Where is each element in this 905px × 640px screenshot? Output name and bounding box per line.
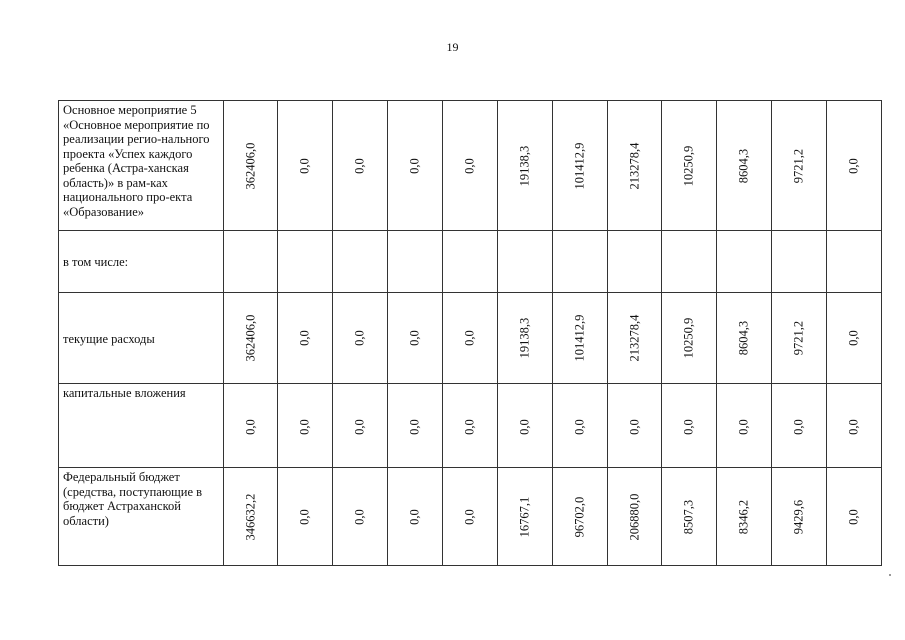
cell-value: 0,0 [352, 330, 367, 346]
cell-value: 362406,0 [243, 314, 258, 362]
value-cell [497, 231, 552, 293]
value-cell [772, 231, 827, 293]
scan-mark [889, 574, 891, 576]
cell-value: 0,0 [297, 330, 312, 346]
cell-value: 0,0 [846, 157, 861, 174]
table-row [59, 384, 882, 468]
value-cell [827, 384, 882, 468]
value-cell [497, 293, 552, 384]
cell-value: 0,0 [846, 508, 861, 525]
cell-value: 0,0 [627, 419, 642, 435]
value-cell [717, 231, 772, 293]
cell-value: 19138,3 [517, 145, 532, 186]
cell-value: 8346,2 [736, 499, 751, 534]
row-label: Основное мероприятие 5 «Основное мероприятие по реализации регио-нального проекта «Успех каждого ребенка (Астра-ханская область)» в рам-ках национального про-екта «Образование» [59, 101, 224, 231]
cell-value: 0,0 [462, 330, 477, 346]
value-cell [223, 101, 278, 231]
cell-value: 0,0 [407, 330, 422, 346]
cell-value: 0,0 [297, 508, 312, 525]
value-cell [607, 384, 662, 468]
value-cell [497, 468, 552, 566]
cell-value: 362406,0 [243, 142, 258, 189]
value-cell [662, 384, 717, 468]
value-cell [333, 231, 388, 293]
value-cell [333, 101, 388, 231]
value-cell [607, 101, 662, 231]
value-cell [388, 231, 443, 293]
value-cell [497, 101, 552, 231]
cell-value: 0,0 [297, 157, 312, 174]
value-cell [827, 293, 882, 384]
cell-value: 0,0 [572, 419, 587, 435]
value-cell [443, 101, 498, 231]
cell-value: 0,0 [462, 419, 477, 435]
value-cell [662, 231, 717, 293]
cell-value: 0,0 [846, 330, 861, 346]
cell-value: 0,0 [352, 419, 367, 435]
value-cell [552, 384, 607, 468]
value-cell [388, 384, 443, 468]
row-label: Федеральный бюджет (средства, поступающие в бюджет Астраханской области) [59, 468, 224, 566]
value-cell [443, 384, 498, 468]
value-cell [223, 231, 278, 293]
cell-value: 9721,2 [791, 148, 806, 183]
budget-table [58, 100, 882, 566]
table-row [59, 231, 882, 293]
cell-value: 0,0 [681, 419, 696, 435]
cell-value: 346632,2 [243, 493, 258, 540]
value-cell [552, 101, 607, 231]
value-cell [717, 468, 772, 566]
cell-value: 101412,9 [572, 142, 587, 189]
value-cell [333, 384, 388, 468]
value-cell [388, 101, 443, 231]
value-cell [607, 231, 662, 293]
cell-value: 16767,1 [517, 496, 532, 537]
row-label: в том числе: [59, 231, 224, 293]
value-cell [223, 293, 278, 384]
value-cell [827, 101, 882, 231]
cell-value: 0,0 [243, 419, 258, 435]
cell-value: 0,0 [791, 419, 806, 435]
cell-value: 0,0 [517, 419, 532, 435]
cell-value: 101412,9 [572, 314, 587, 362]
value-cell [772, 101, 827, 231]
value-cell [443, 468, 498, 566]
row-label: капитальные вложения [59, 384, 224, 468]
cell-value: 0,0 [736, 419, 751, 435]
value-cell [443, 231, 498, 293]
value-cell [772, 293, 827, 384]
value-cell [552, 468, 607, 566]
value-cell [333, 293, 388, 384]
cell-value: 8604,3 [736, 320, 751, 356]
row-label: текущие расходы [59, 293, 224, 384]
value-cell [388, 293, 443, 384]
value-cell [497, 384, 552, 468]
cell-value: 0,0 [352, 508, 367, 525]
value-cell [278, 293, 333, 384]
value-cell [662, 468, 717, 566]
value-cell [827, 231, 882, 293]
value-cell [717, 293, 772, 384]
cell-value: 0,0 [407, 419, 422, 435]
cell-value: 19138,3 [517, 317, 532, 359]
value-cell [278, 384, 333, 468]
cell-value: 0,0 [407, 508, 422, 525]
value-cell [607, 468, 662, 566]
cell-value: 0,0 [462, 157, 477, 174]
value-cell [552, 231, 607, 293]
value-cell [662, 101, 717, 231]
cell-value: 0,0 [407, 157, 422, 174]
value-cell [388, 468, 443, 566]
value-cell [278, 101, 333, 231]
cell-value: 10250,9 [681, 317, 696, 359]
table-row [59, 293, 882, 384]
value-cell [278, 468, 333, 566]
value-cell [827, 468, 882, 566]
value-cell [278, 231, 333, 293]
cell-value: 10250,9 [681, 145, 696, 186]
cell-value: 9721,2 [791, 320, 806, 356]
value-cell [443, 293, 498, 384]
value-cell [717, 101, 772, 231]
value-cell [717, 384, 772, 468]
cell-value: 8507,3 [681, 499, 696, 534]
cell-value: 9429,6 [791, 499, 806, 534]
value-cell [552, 293, 607, 384]
table-row [59, 101, 882, 231]
table-row [59, 468, 882, 566]
value-cell [333, 468, 388, 566]
cell-value: 206880,0 [627, 493, 642, 540]
cell-value: 96702,0 [572, 496, 587, 537]
cell-value: 213278,4 [627, 314, 642, 362]
value-cell [772, 384, 827, 468]
page-number: 19 [446, 40, 459, 54]
cell-value: 0,0 [846, 419, 861, 435]
cell-value: 0,0 [297, 419, 312, 435]
value-cell [662, 293, 717, 384]
cell-value: 8604,3 [736, 148, 751, 183]
cell-value: 213278,4 [627, 142, 642, 189]
value-cell [223, 468, 278, 566]
cell-value: 0,0 [462, 508, 477, 525]
value-cell [772, 468, 827, 566]
cell-value: 0,0 [352, 157, 367, 174]
value-cell [223, 384, 278, 468]
value-cell [607, 293, 662, 384]
